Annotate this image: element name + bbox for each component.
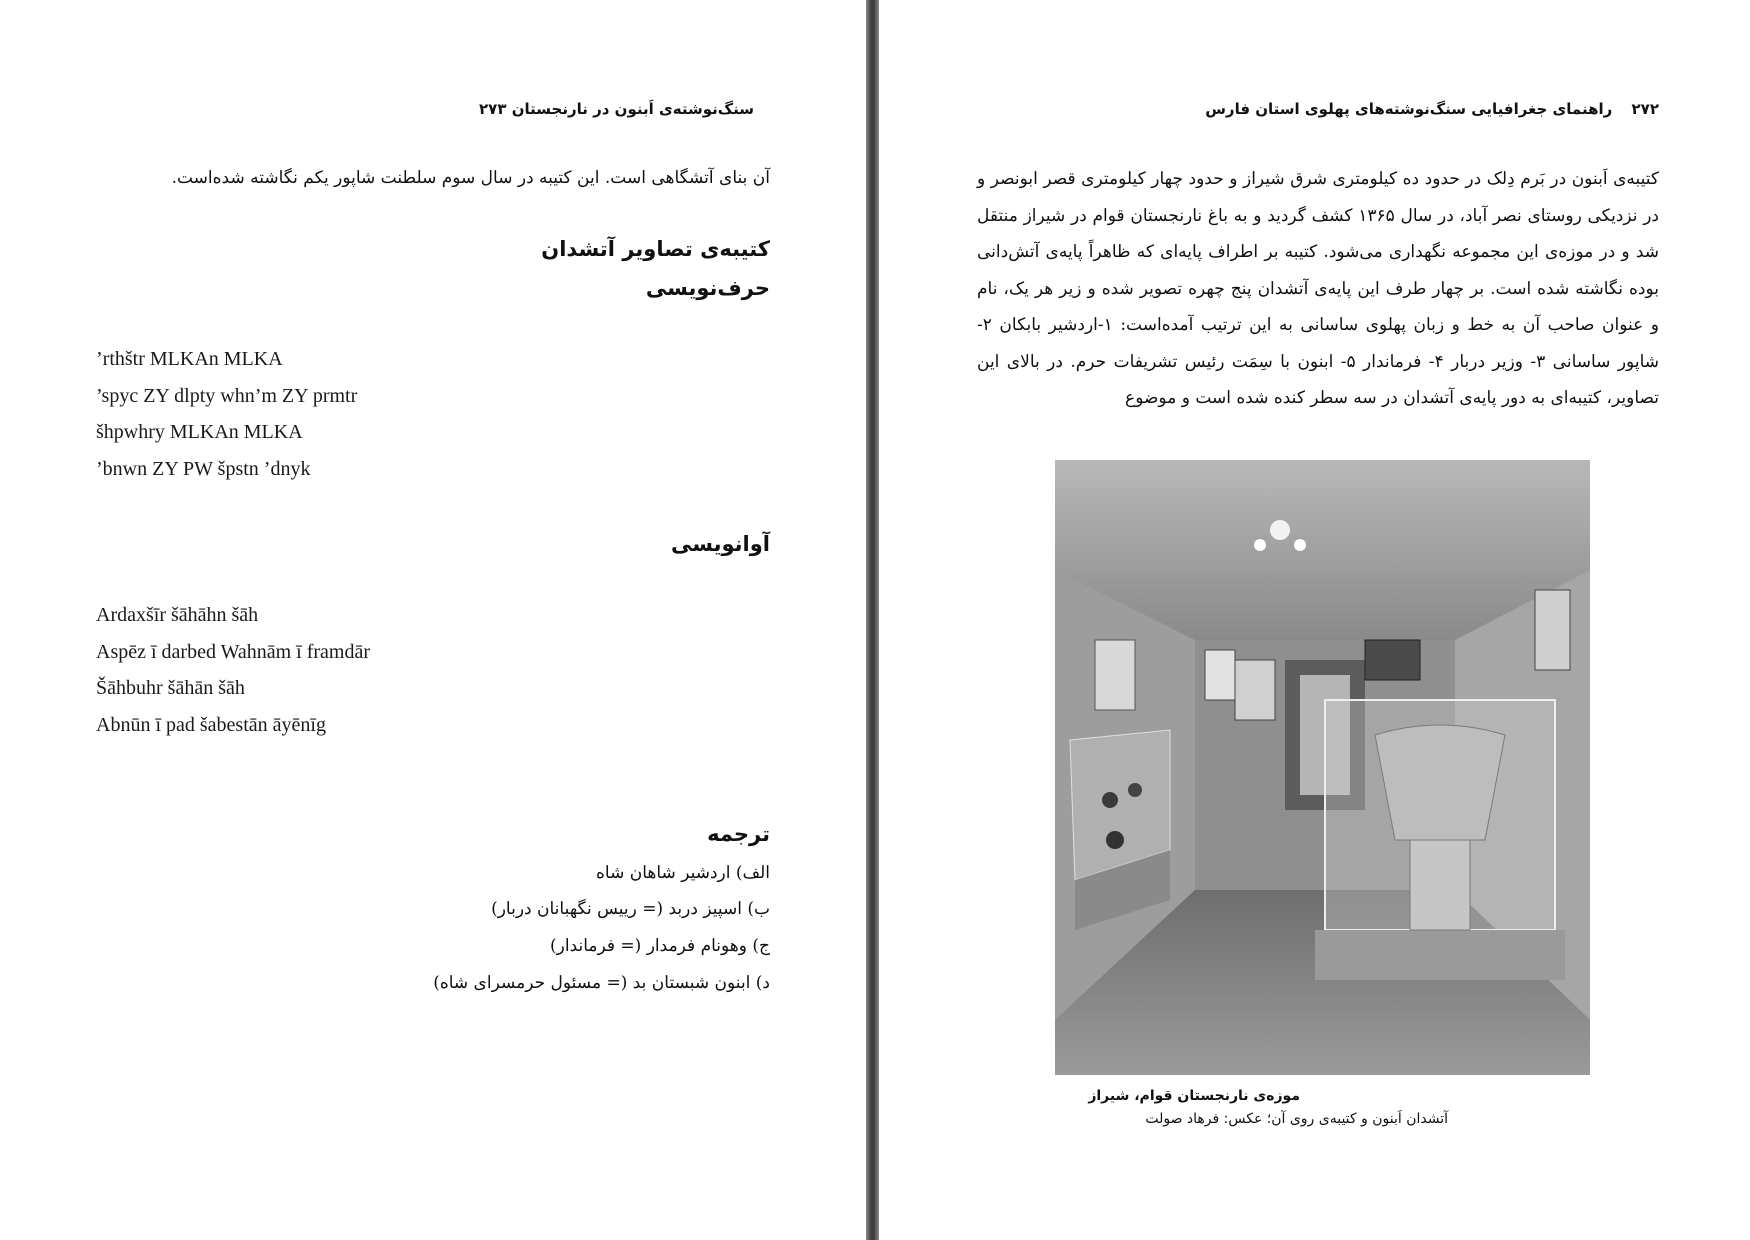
- left-header-title: سنگ‌نوشته‌ی اَبنون در نارنجستان: [511, 100, 754, 118]
- caption-location: موزه‌ی نارنجستان قوام، شیراز: [1088, 1088, 1300, 1104]
- translation-line: الف) اردشیر شاهان شاه: [596, 863, 770, 883]
- main-paragraph: کتیبه‌ی اَبنون در بَرم دِلک در حدود ده کیلومتری شرق شیراز و حدود چهار کیلومتری قصر ابونصر و در نزدیکی روستای نصر آباد، در سال ۱۳۶۵ کشف گردید و به باغ نارنجستان قوام در شیراز منتقل شد و در موزه‌ی این مجموعه نگهداری می‌شود. کتیبه بر اطراف پایه‌ای که ظاهراً پایه‌ی آتش‌دانی بوده نگاشته شده است. بر چهار طرف این پایه‌ی آتشدان پنج چهره تصویر شده و زیر هر یک، نام و عنوان صاحب آن به خط و زبان پهلوی ساسانی به این ترتیب آمده‌است: ۱-اردشیر بابکان ۲- شاپور ساسانی ۳- وزیر دربار ۴- فرماندار ۵- ابنون با سِمَت رئیس تشریفات حرم. در بالای این تصاویر، کتیبه‌ای به دور پایه‌ی آتشدان در سه سطر کنده شده است و موضوع: [977, 169, 1659, 408]
- book-gutter: [866, 0, 879, 1240]
- translation-line: ب) اسپیز دربد (= رییس نگهبانان دربار): [491, 899, 770, 919]
- left-page: [0, 0, 866, 1240]
- right-page-number: ۲۷۲: [1631, 100, 1659, 118]
- transcription-line: Ardaxšīr šāhāhn šāh: [96, 604, 259, 626]
- right-page: [879, 0, 1750, 1240]
- transliteration-line: ’spyc ZY dlpty whn’m ZY prmtr: [96, 385, 358, 407]
- heading-inscription: کتیبه‌ی تصاویر آتشدان: [541, 237, 770, 261]
- heading-transliteration: حرف‌نویسی: [645, 276, 770, 300]
- transliteration-line: šhpwhry MLKAn MLKA: [96, 421, 303, 443]
- right-header-title: راهنمای جغرافیایی سنگ‌نوشته‌های پهلوی استان فارس: [1205, 100, 1613, 118]
- left-page-header: [465, 100, 754, 118]
- translation-line: ج) وهونام فرمدار (= فرماندار): [550, 936, 770, 956]
- translation-line: د) ابنون شبستان بد (= مسئول حرمسرای شاه): [433, 973, 770, 993]
- heading-translation: ترجمه: [707, 822, 770, 846]
- transliteration-line: ’bnwn ZY PW špstn ’dnyk: [96, 458, 311, 480]
- left-page-number: ۲۷۳: [479, 100, 507, 118]
- right-page-header: [1205, 100, 1659, 118]
- intro-text: آن بنای آتشگاهی است. این کتیبه در سال سوم سلطنت شاپور یکم نگاشته شده‌است.: [171, 168, 770, 188]
- transcription-line: Aspēz ī darbed Wahnām ī framdār: [96, 641, 371, 663]
- museum-photo: [1055, 460, 1590, 1075]
- transcription-line: Šāhbuhr šāhān šāh: [96, 677, 245, 699]
- museum-photo-icon: [1055, 460, 1590, 1075]
- heading-transcription: آوانویسی: [670, 532, 770, 556]
- transliteration-line: ’rthštr MLKAn MLKA: [96, 348, 283, 370]
- transcription-line: Abnūn ī pad šabestān āyēnīg: [96, 714, 326, 736]
- caption-credit: آتشدان اَبنون و کتیبه‌ی روی آن؛ عکس: فرهاد صولت: [1145, 1111, 1448, 1127]
